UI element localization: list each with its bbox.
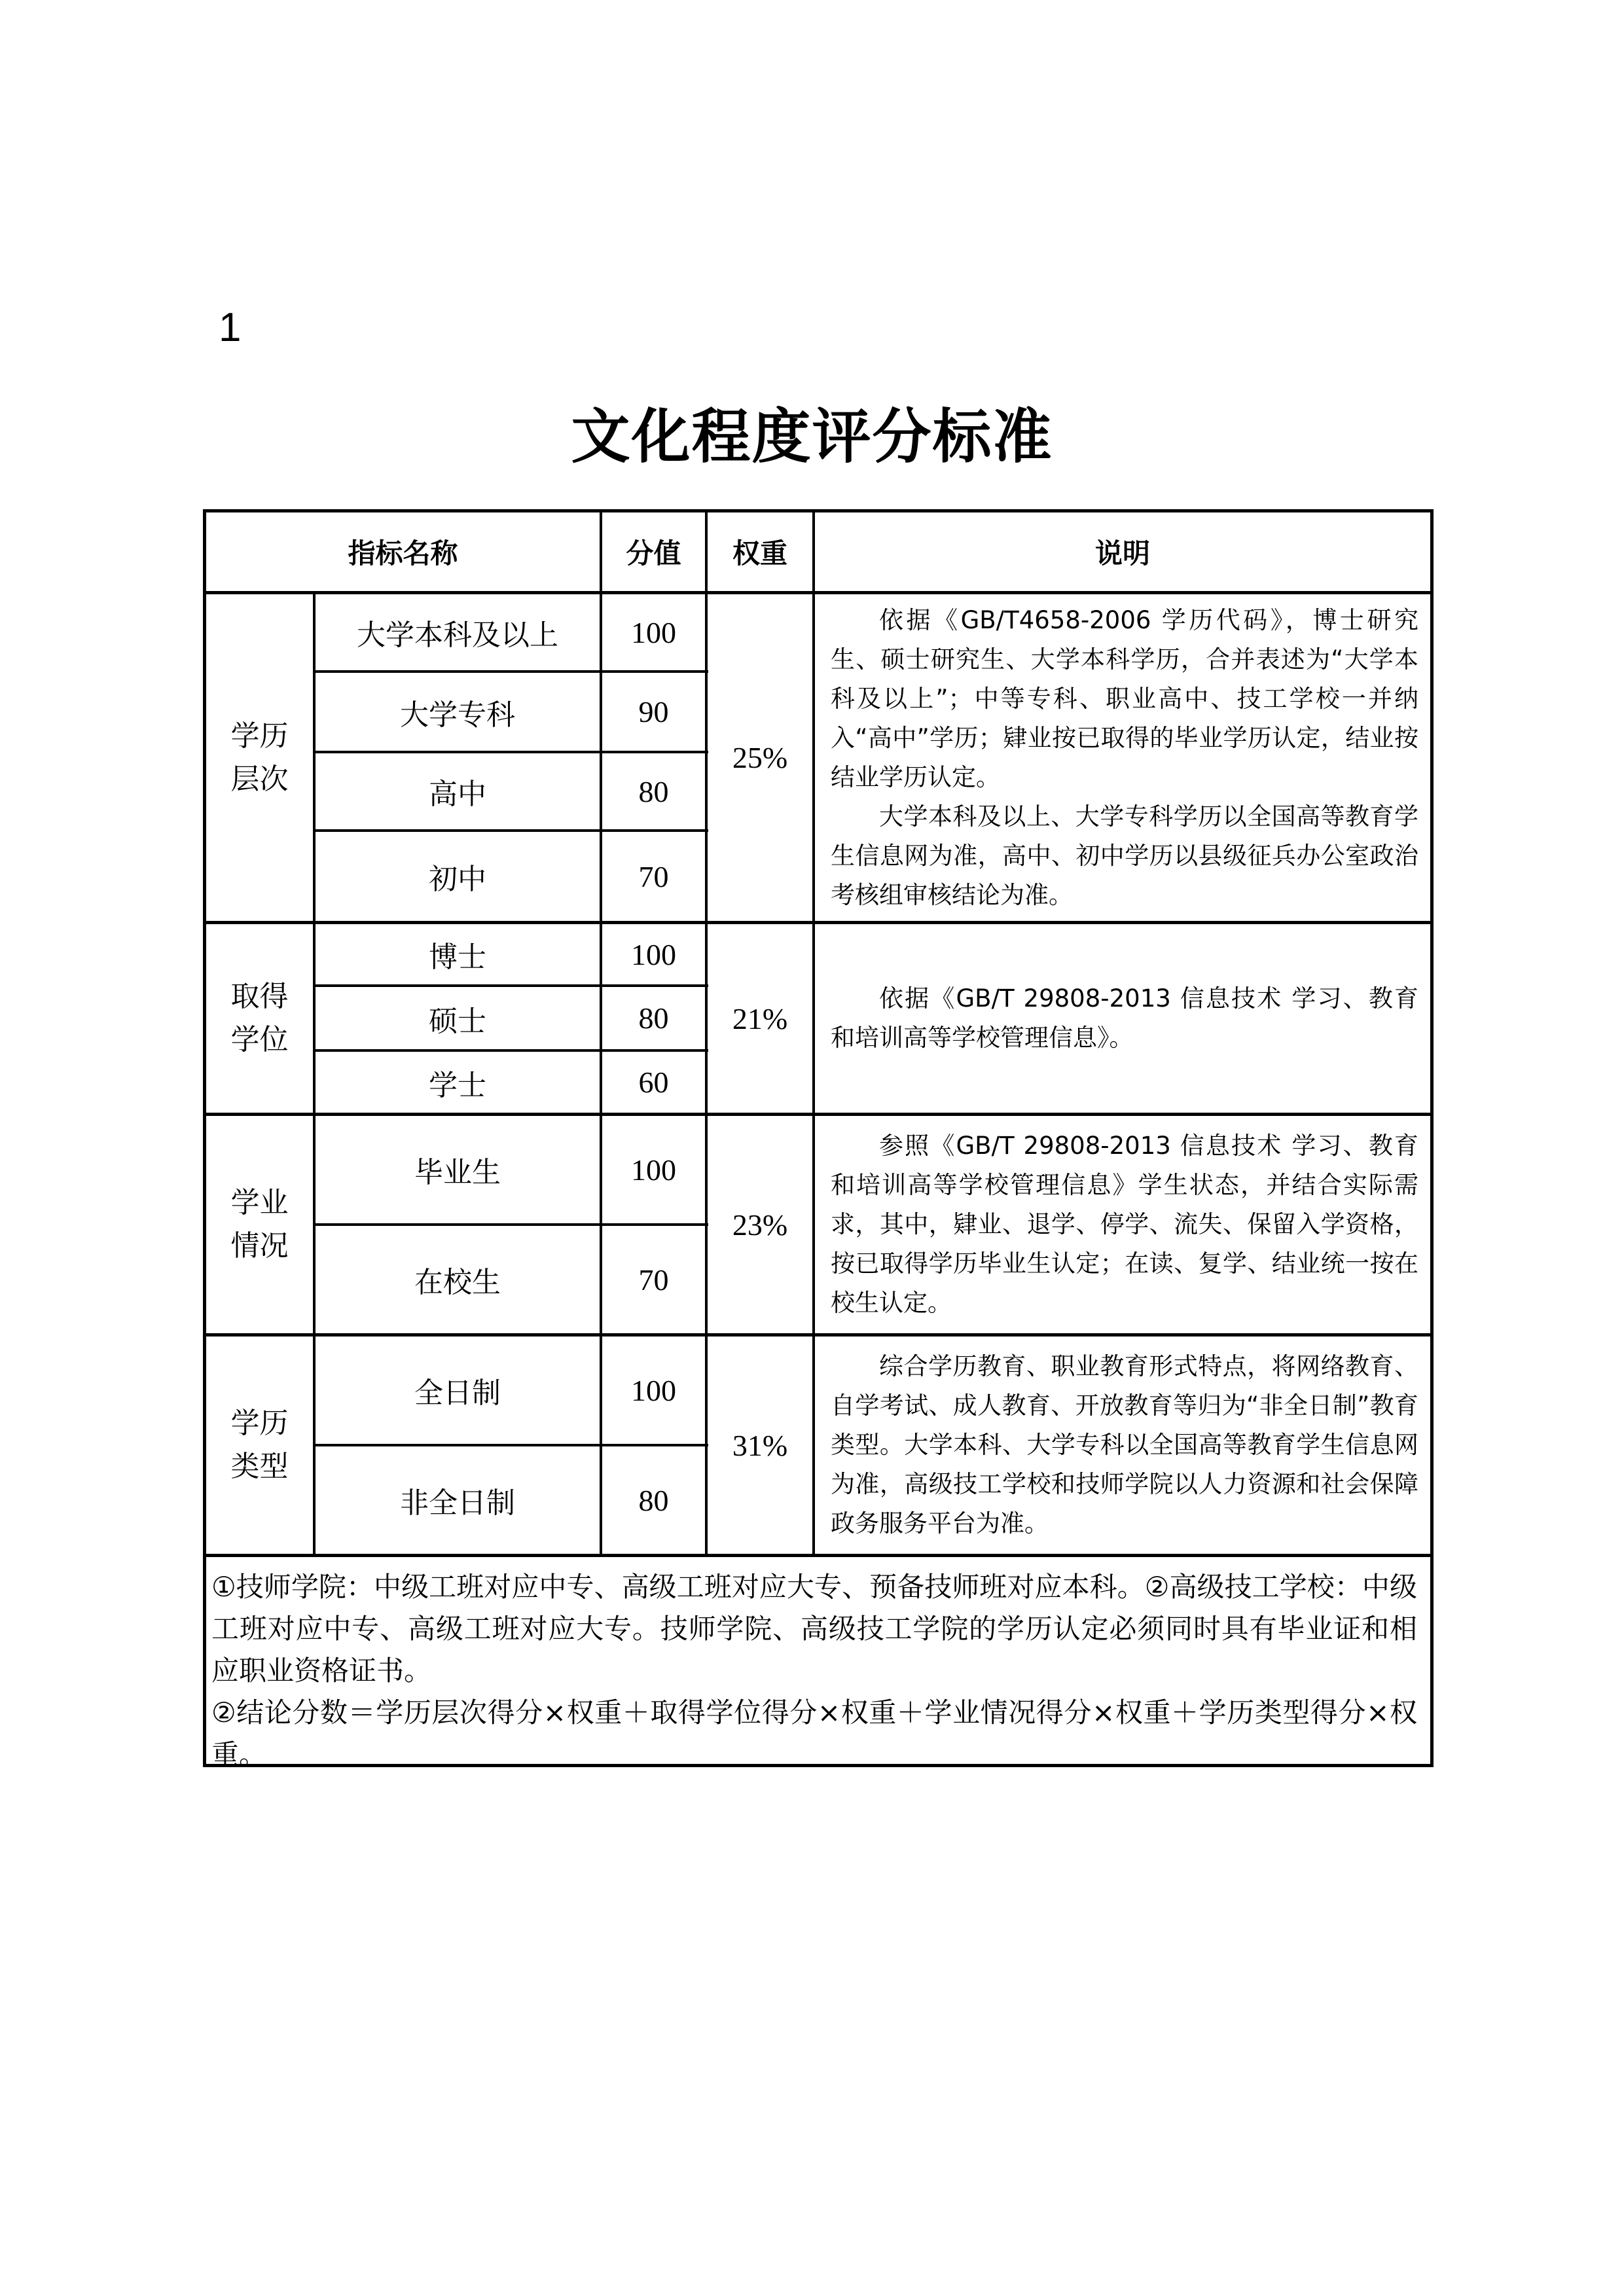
item-name: 在校生 <box>414 1266 501 1299</box>
note-item: ②结论分数＝学历层次得分×权重＋取得学位得分×权重＋学业情况得分×权重＋学历类型得分×权重。 <box>211 1696 1417 1770</box>
item-name: 全日制 <box>414 1376 501 1410</box>
item-score: 60 <box>638 1066 669 1099</box>
item-name: 硕士 <box>429 1004 486 1038</box>
section-description: 综合学历教育、职业教育形式特点，将网络教育、自学考试、成人教育、开放教育等归为“非全日制”教育类型。大学本科、大学专科以全国高等教育学生信息网为准，高级技工学校和技师学院以人力资源和社会保障政务服务平台为准。 <box>831 1352 1418 1537</box>
section-weight: 31% <box>732 1428 788 1462</box>
item-score: 100 <box>631 1153 676 1187</box>
item-score: 100 <box>631 937 676 971</box>
item-score: 70 <box>638 859 669 893</box>
item-score: 70 <box>638 1263 669 1297</box>
item-name: 大学专科 <box>400 698 515 732</box>
note-item: ①技师学院：中级工班对应中专、高级工班对应大专、预备技师班对应本科。②高级技工学校：中级工班对应中专、高级工班对应大专。技师学院、高级技工学院的学历认定必须同时具有毕业证和相应职业资格证书。 <box>211 1571 1417 1687</box>
item-name: 初中 <box>429 863 486 896</box>
scoring-table <box>203 509 1434 1770</box>
section-weight: 25% <box>732 741 788 774</box>
item-score: 90 <box>638 695 669 728</box>
item-score: 80 <box>638 1483 669 1517</box>
header-name: 指标名称 <box>348 537 458 569</box>
category-degree: 取得 学位 <box>230 980 289 1056</box>
item-score: 80 <box>638 774 669 808</box>
category-academic-status: 学业 情况 <box>230 1186 289 1263</box>
page-number: 1 <box>219 305 242 350</box>
table-notes <box>206 1557 1424 1776</box>
header-weight: 权重 <box>732 537 787 569</box>
section-description: 参照《GB/T 29808-2013 信息技术 学习、教育和培训高等学校管理信息》学生状态，并结合实际需求，其中，肄业、退学、停学、流失、保留入学资格，按已取得学历毕业生认定；在读、复学、结业统一按在校生认定。 <box>831 1132 1418 1317</box>
item-score: 100 <box>631 1373 676 1407</box>
item-score: 100 <box>631 615 676 649</box>
item-name: 非全日制 <box>400 1486 515 1520</box>
section-weight: 21% <box>732 1001 788 1035</box>
section-description: 依据《GB/T4658-2006 学历代码》，博士研究生、硕士研究生、大学本科学历，合并表述为“大学本科及以上”；中等专科、职业高中、技工学校一并纳入“高中”学历；肄业按已取得的毕业学历认定，结业按结业学历认定。 大学本科及以上、大学专科学历以全国高等教育学生信息网为准，高中、初中学历以县级征兵办公室政治考核组审核结论为准。 <box>831 605 1418 909</box>
item-name: 学士 <box>429 1068 486 1102</box>
category-education-level: 学历 层次 <box>230 719 289 796</box>
page-title: 文化程度评分标准 <box>571 402 1053 471</box>
item-score: 80 <box>638 1001 669 1035</box>
item-name: 大学本科及以上 <box>357 619 558 652</box>
section-weight: 23% <box>732 1208 788 1242</box>
section-description: 依据《GB/T 29808-2013 信息技术 学习、教育和培训高等学校管理信息》。 <box>831 984 1418 1052</box>
item-name: 毕业生 <box>414 1156 501 1189</box>
item-name: 博士 <box>429 941 486 974</box>
category-education-type: 学历 类型 <box>230 1407 289 1483</box>
header-score: 分值 <box>626 537 681 569</box>
header-description: 说明 <box>1094 537 1150 569</box>
item-name: 高中 <box>429 778 486 811</box>
